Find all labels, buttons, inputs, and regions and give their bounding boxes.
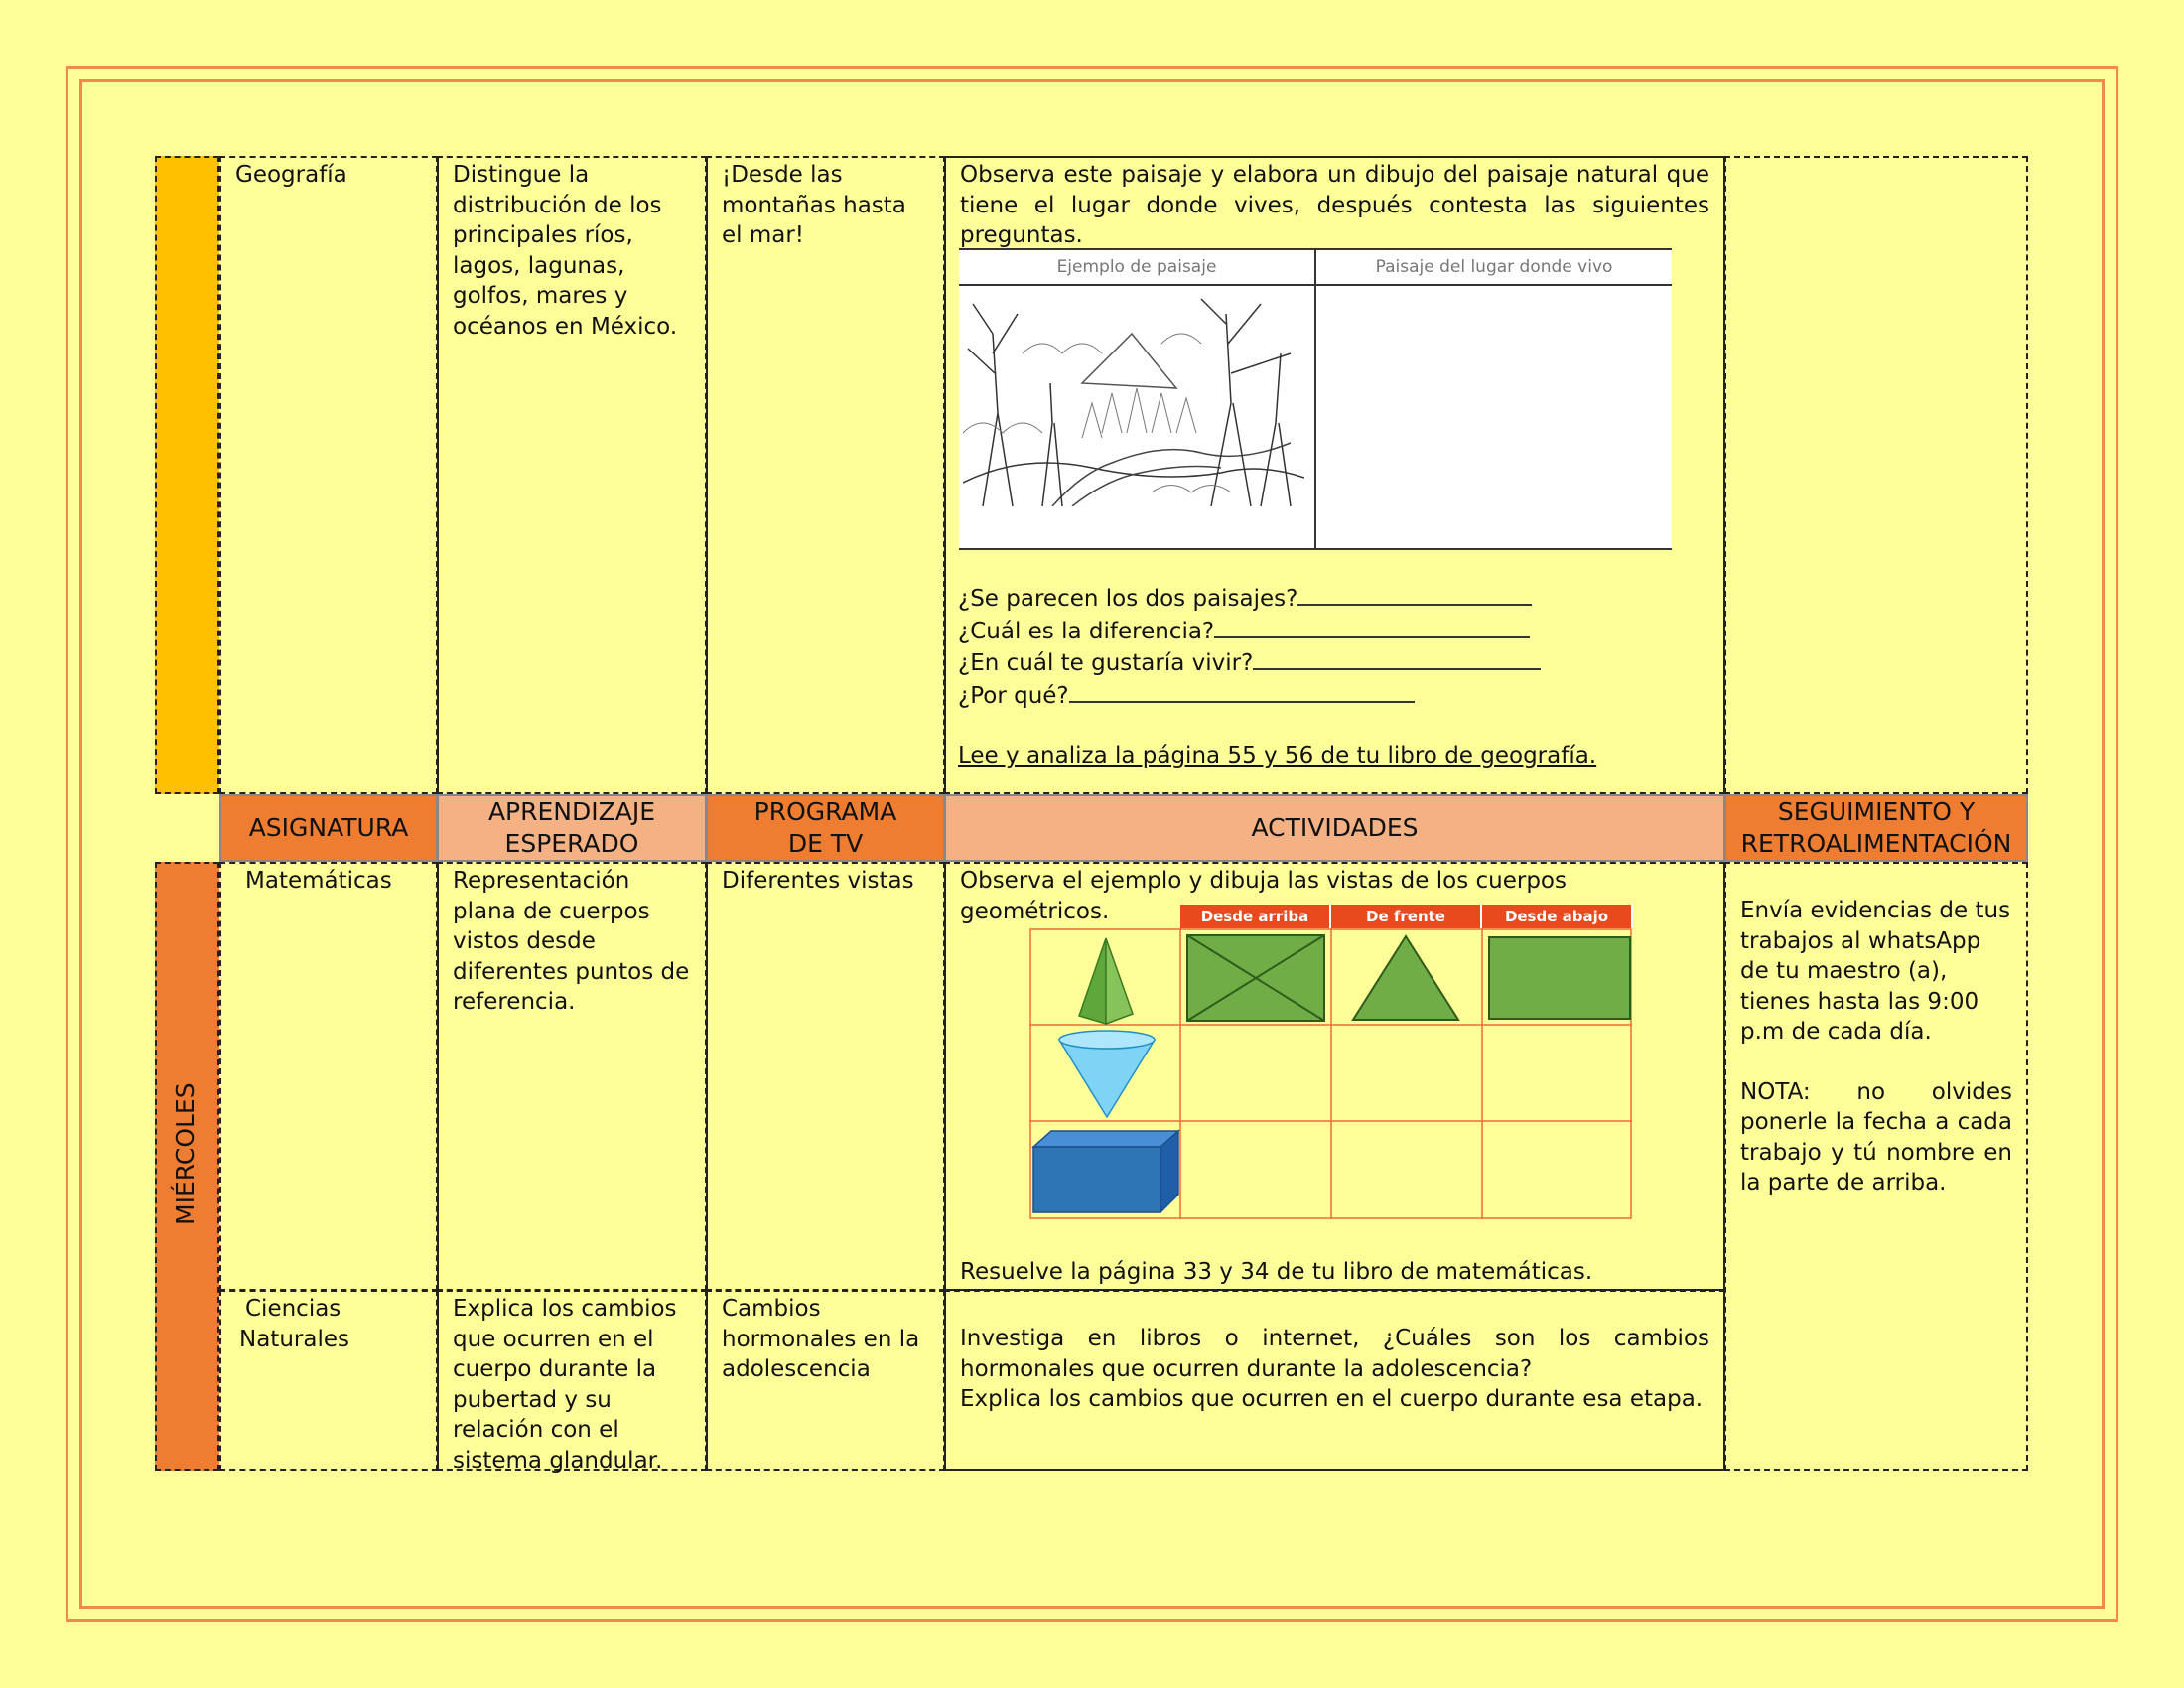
view-header-bottom: Desde abajo (1482, 905, 1633, 928)
landscape-comparison-table (959, 248, 1672, 550)
expected-learning-cell (437, 862, 707, 1291)
header-programa: PROGRAMA DE TV (706, 794, 945, 862)
front-view-triangle-icon (1351, 934, 1460, 1022)
subject-cell-ciencias (219, 1290, 438, 1471)
question-row (958, 615, 1653, 647)
question-row (958, 582, 1653, 615)
activity-text: Explica los cambios que ocurren en el cuerpo durante esa etapa. (960, 1386, 1704, 1412)
activities-cell-ciencias (944, 1290, 1725, 1471)
expected-learning-text: Representación plana de cuerpos vistos desde diferentes puntos de referencia. (453, 868, 690, 1015)
view-header-front: De frente (1331, 905, 1482, 928)
tv-program-cell (706, 862, 945, 1291)
tv-program-text: Diferentes vistas (722, 868, 914, 894)
day-label-miercoles: MIÉRCOLES (171, 1082, 200, 1225)
subject-cell-matematicas (219, 862, 438, 1291)
question-text: ¿En cuál te gustaría vivir? (958, 650, 1254, 676)
activity-intro: Observa este paisaje y elabora un dibujo del paisaje natural que tiene el lugar donde vives, después contesta las siguientes preguntas. (960, 162, 1709, 248)
landscape-own-header: Paisaje del lugar donde vivo (1314, 250, 1672, 286)
day-bar-previous (155, 156, 219, 794)
expected-learning-cell (437, 156, 707, 794)
header-asignatura: ASIGNATURA (219, 794, 438, 862)
question-row (958, 646, 1653, 679)
subject-cell-geografia (219, 156, 438, 794)
pyramid-icon (1071, 936, 1141, 1026)
subject-label: Ciencias Naturales (239, 1296, 349, 1352)
followup-cell-top (1724, 156, 2028, 794)
question-row (958, 679, 1653, 712)
header-seguimiento: SEGUIMIENTO Y RETROALIMENTACIÓN (1724, 794, 2028, 862)
expected-learning-text: Explica los cambios que ocurren en el cuerpo durante la pubertad y su relación con el sistema glandular. (453, 1296, 677, 1474)
reading-instruction: Lee y analiza la página 55 y 56 de tu libro de geografía. (958, 743, 1597, 769)
question-text: ¿Se parecen los dos paisajes? (958, 586, 1298, 612)
questions-block (958, 582, 1653, 772)
header-aprendizaje: APRENDIZAJE ESPERADO (437, 794, 707, 862)
followup-text: Envía evidencias de tus trabajos al whatsApp de tu maestro (a), tienes hasta las 9:00 p.m de cada día. (1740, 898, 2011, 1045)
header-actividades: ACTIVIDADES (944, 794, 1725, 862)
resolve-instruction: Resuelve la página 33 y 34 de tu libro de matemáticas. (960, 1259, 1593, 1285)
answer-line[interactable] (1214, 615, 1530, 638)
forest-landscape-illustration (963, 294, 1304, 506)
cone-icon (1055, 1028, 1159, 1119)
answer-line[interactable] (1297, 582, 1532, 606)
question-text: ¿Cuál es la diferencia? (958, 618, 1215, 644)
followup-note: NOTA: no olvides ponerle la fecha a cada trabajo y tú nombre en la parte de arriba. (1740, 1078, 2012, 1196)
rectangular-prism-icon (1031, 1127, 1180, 1216)
tv-program-cell (706, 1290, 945, 1471)
answer-line[interactable] (1069, 679, 1415, 703)
landscape-example-header: Ejemplo de paisaje (959, 250, 1314, 286)
question-text: ¿Por qué? (958, 682, 1069, 709)
geometric-views-grid (1029, 905, 1633, 1219)
expected-learning-cell (437, 1290, 707, 1474)
tv-program-text: ¡Desde las montañas hasta el mar! (722, 162, 906, 248)
activity-intro: Observa el ejemplo y dibuja las vistas de los cuerpos geométricos. (960, 868, 1567, 924)
expected-learning-text: Distingue la distribución de los principales ríos, lagos, lagunas, golfos, mares y océanos en México. (453, 162, 678, 340)
subject-label: Geografía (235, 162, 347, 188)
followup-cell (1724, 862, 2028, 1471)
tv-program-text: Cambios hormonales en la adolescencia (722, 1296, 920, 1382)
tv-program-cell (706, 156, 945, 794)
view-header-top: Desde arriba (1180, 905, 1331, 928)
activity-text: Investiga en libros o internet, ¿Cuáles son los cambios hormonales que ocurren durante la adolescencia? (960, 1326, 1709, 1382)
top-view-square-icon (1186, 934, 1325, 1022)
bottom-view-square-icon (1488, 936, 1631, 1020)
subject-label: Matemáticas (245, 868, 392, 894)
answer-line[interactable] (1253, 646, 1541, 670)
landscape-drawing-area[interactable] (1314, 286, 1672, 550)
